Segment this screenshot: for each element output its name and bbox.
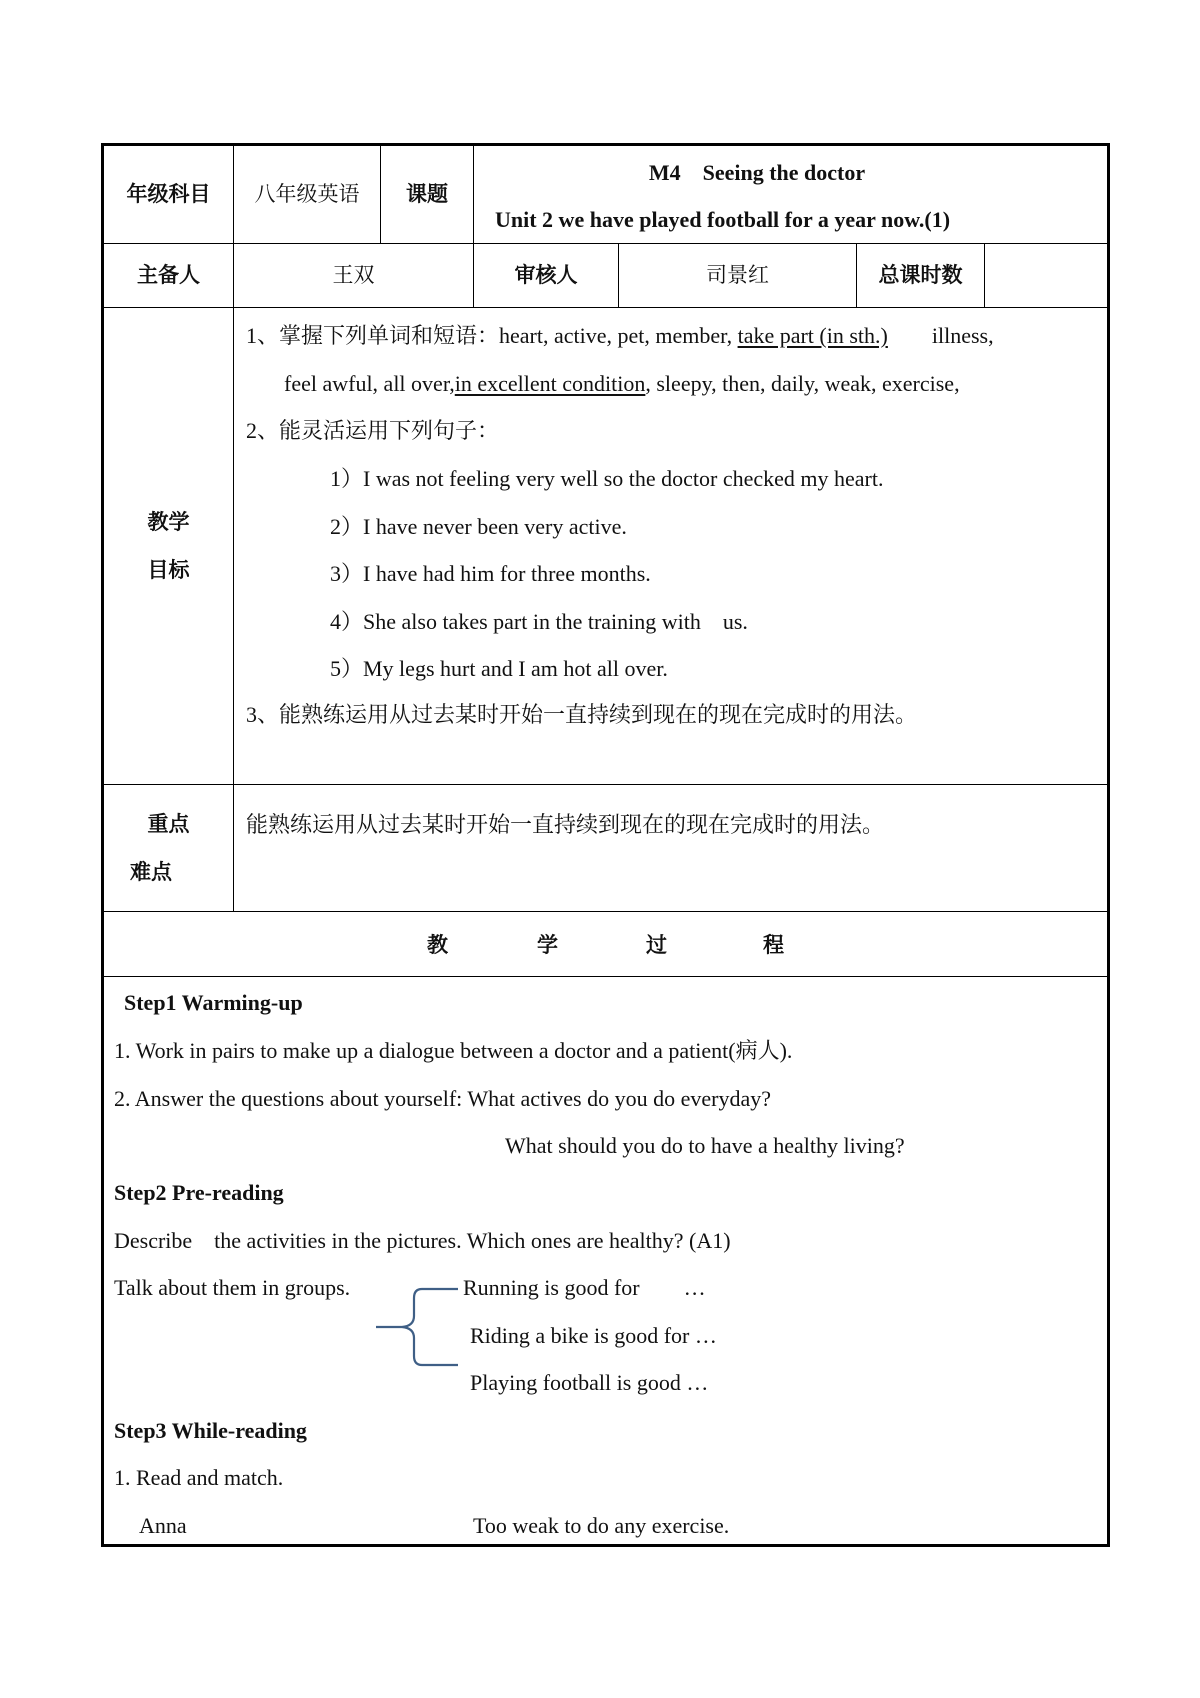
step2-line-2: Talk about them in groups.	[114, 1275, 351, 1300]
sentence-3: 3）I have had him for three months.	[330, 561, 651, 586]
objective-item-1-text: 1、掌握下列单词和短语：heart, active, pet, member,	[246, 323, 738, 348]
step3-title: Step3 While-reading	[114, 1418, 307, 1443]
curly-brace-icon	[372, 1286, 462, 1368]
match-right-text: Too weak to do any exercise.	[473, 1513, 730, 1538]
objective-item-1-line2	[284, 370, 960, 398]
objective-item-1-suffix: illness,	[887, 323, 994, 348]
col-divider	[233, 307, 234, 911]
step1-item-1: 1. Work in pairs to make up a dialogue between a doctor and a patient(病人).	[114, 1038, 793, 1063]
lesson-plan-table	[101, 143, 1110, 1547]
sentence-5: 5）My legs hurt and I am hot all over.	[330, 656, 668, 681]
step2-title: Step2 Pre-reading	[114, 1180, 284, 1205]
row-divider	[104, 911, 1107, 912]
topic-subtitle: Unit 2 we have played football for a year now.(1)	[495, 207, 951, 232]
row-divider	[104, 976, 1107, 977]
grade-value: 八年级英语	[254, 182, 360, 206]
key-points-label-1: 重点	[147, 812, 190, 836]
objective-item-1-line2-suffix: , sleepy, then, daily, weak, exercise,	[645, 371, 960, 396]
step1-title: Step1 Warming-up	[124, 990, 303, 1015]
brace-item-3: Playing football is good …	[470, 1370, 709, 1395]
key-points-text: 能熟练运用从过去某时开始一直持续到现在的现在完成时的用法。	[246, 812, 885, 837]
process-title-char-4: 程	[763, 933, 784, 957]
objectives-label-1: 教学	[147, 510, 190, 534]
reviewer-value: 司景红	[706, 263, 769, 287]
step3-item-1: 1. Read and match.	[114, 1465, 284, 1490]
topic-title: M4 Seeing the doctor	[648, 160, 866, 185]
sentence-4: 4）She also takes part in the training with us.	[330, 609, 748, 634]
row-divider	[104, 307, 1107, 308]
objective-item-1	[246, 322, 994, 350]
step1-item-2b: What should you do to have a healthy living?	[505, 1133, 905, 1158]
hours-label: 总课时数	[878, 263, 963, 287]
brace-item-2: Riding a bike is good for …	[470, 1323, 717, 1348]
process-title-char-1: 教	[427, 933, 448, 957]
process-title-char-3: 过	[646, 933, 667, 957]
brace-item-1: Running is good for …	[463, 1275, 706, 1300]
sentence-1: 1）I was not feeling very well so the doctor checked my heart.	[330, 466, 884, 491]
phrase-excellent-condition: in excellent condition	[454, 371, 646, 396]
row-divider	[104, 784, 1107, 785]
objective-item-1-line2-text: feel awful, all over,	[284, 371, 455, 396]
row-divider	[104, 243, 1107, 244]
sentence-2: 2）I have never been very active.	[330, 514, 627, 539]
objective-item-3: 3、能熟练运用从过去某时开始一直持续到现在的现在完成时的用法。	[246, 702, 918, 727]
step2-line-1: Describe the activities in the pictures. Which ones are healthy? (A1)	[114, 1228, 731, 1253]
objective-item-2: 2、能灵活运用下列句子：	[246, 418, 500, 443]
grade-label: 年级科目	[126, 182, 211, 206]
process-title-char-2: 学	[537, 933, 558, 957]
objectives-label-2: 目标	[147, 558, 190, 582]
key-points-label-2: 难点	[130, 860, 172, 884]
match-left-anna: Anna	[139, 1513, 187, 1538]
preparer-value: 王双	[332, 263, 375, 287]
topic-label: 课题	[406, 182, 448, 206]
preparer-label: 主备人	[137, 263, 200, 287]
reviewer-label: 审核人	[514, 263, 578, 287]
col-divider	[984, 243, 985, 307]
step1-item-2: 2. Answer the questions about yourself: What actives do you do everyday?	[114, 1086, 771, 1111]
phrase-take-part: take part (in sth.)	[737, 323, 888, 348]
